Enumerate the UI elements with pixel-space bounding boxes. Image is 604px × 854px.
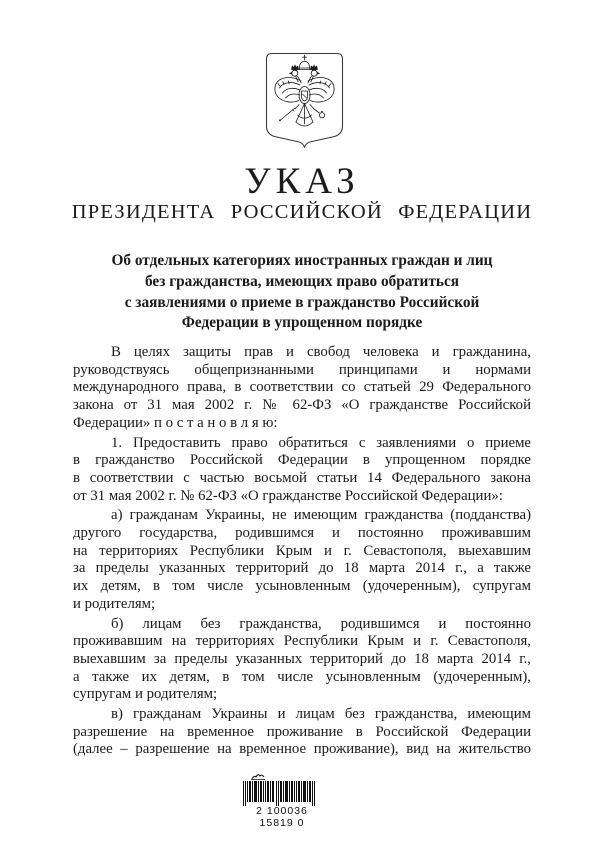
text-line: за пределы указанных территорий до 18 марта 2014 г., а также — [73, 560, 531, 577]
print-mark-icon — [250, 772, 266, 781]
text-line: Федерации» п о с т а н о в л я ю: — [73, 414, 278, 431]
text-line: супругам и родителям; — [73, 686, 218, 703]
text-line: закона от 31 мая 2002 г. № 62-ФЗ «О гражданстве Российской — [73, 397, 531, 414]
text-line: в) гражданам Украины и лицам без гражданства, имеющим — [111, 706, 531, 723]
paragraph — [73, 706, 531, 759]
paragraph — [73, 507, 531, 613]
text-line: выехавшим за пределы указанных территорий до 18 марта 2014 г., — [73, 650, 531, 667]
text-line: на территориях Республики Крым и г. Севастополя, выехавшим — [73, 542, 531, 559]
document-subject — [72, 251, 532, 334]
text-line: В целях защиты прав и свобод человека и гражданина, — [111, 344, 531, 360]
text-line: руководствуясь общепризнанными принципами и нормами — [73, 361, 531, 378]
barcode-digits: 2 100036 15819 0 — [256, 805, 308, 829]
text-line: (далее – разрешение на временное проживание), вид на жительство — [73, 741, 531, 758]
barcode — [240, 772, 324, 829]
text-line: разрешение на временное проживание в Российской Федерации — [73, 723, 531, 740]
text-line: в гражданство Российской Федерации в упрощенном порядке — [73, 452, 531, 469]
text-line: международного права, в соответствии со статьей 29 Федерального — [73, 379, 531, 396]
paragraph — [73, 435, 531, 506]
document-kind-title: УКАЗ — [244, 161, 360, 202]
text-line: их детям, в том числе усыновленным (удочеренным), супругам — [73, 578, 531, 595]
text-line: б) лицам без гражданства, родившимся и постоянно — [111, 615, 531, 632]
text-line: 1. Предоставить право обратиться с заявлениями о приеме — [111, 434, 531, 451]
barcode-bars — [243, 781, 317, 806]
text-line: проживавшим на территориях Республики Крым и г. Севастополя, — [73, 633, 531, 650]
paragraph — [73, 344, 531, 433]
subject-line: Федерации в упрощенном порядке — [181, 314, 423, 332]
text-line: и родителям; — [73, 595, 156, 612]
subject-line: без гражданства, имеющих право обратиться — [144, 272, 460, 290]
text-line: от 31 мая 2002 г. № 62-ФЗ «О гражданстве Российской Федерации»: — [73, 487, 503, 504]
text-line: в соответствии с частью восьмой статьи 14 Федерального закона — [73, 469, 531, 486]
paragraph — [73, 616, 531, 705]
document-issuer-title: ПРЕЗИДЕНТА РОССИЙСКОЙ ФЕДЕРАЦИИ — [71, 201, 533, 223]
text-line: другого государства, родившимся и постоянно проживавшим — [73, 525, 531, 542]
text-line: а) гражданам Украины, не имеющим гражданства (подданства) — [111, 507, 531, 524]
subject-line: Об отдельных категориях иностранных граждан и лиц — [111, 252, 493, 269]
text-line: а также их детям, в том числе усыновленным (удочеренным), — [73, 668, 531, 685]
russian-coat-of-arms-icon — [265, 52, 344, 148]
document-body — [73, 344, 531, 759]
subject-line: с заявлениями о приеме в гражданство Российской — [124, 293, 480, 311]
